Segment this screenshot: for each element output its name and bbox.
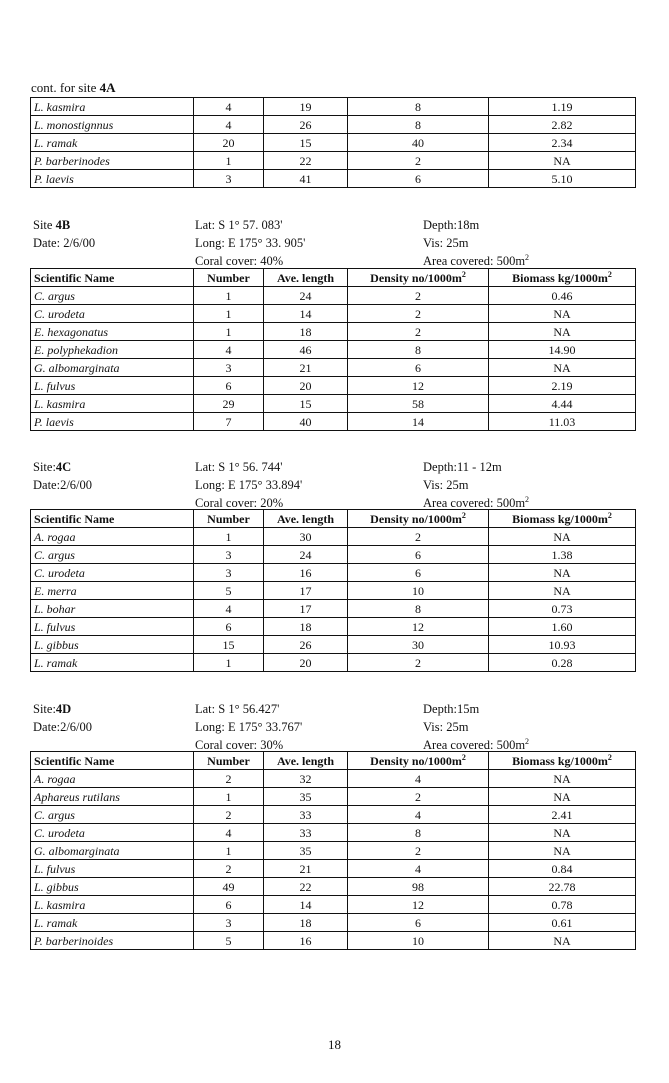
density-cell: 8	[348, 341, 489, 359]
density-cell: 4	[348, 806, 489, 824]
density-cell: 8	[348, 600, 489, 618]
table-row	[31, 546, 636, 564]
table-row	[31, 770, 636, 788]
ave-length-cell: 15	[264, 395, 348, 413]
biomass-cell: 0.73	[489, 600, 636, 618]
site-coral-cover: Coral cover: 30%	[195, 738, 284, 752]
biomass-header-label: Biomass kg/1000m	[512, 270, 608, 285]
ave-length-cell: 18	[264, 914, 348, 932]
biomass-cell: 2.41	[489, 806, 636, 824]
biomass-cell: 0.46	[489, 287, 636, 305]
biomass-header-label: Biomass kg/1000m	[512, 753, 608, 768]
table-row	[31, 170, 636, 188]
density-cell: 6	[348, 546, 489, 564]
superscript: 2	[607, 269, 612, 279]
number-cell: 1	[194, 654, 264, 672]
number-cell: 4	[194, 824, 264, 842]
number-cell: 3	[194, 914, 264, 932]
density-cell: 4	[348, 860, 489, 878]
table-row	[31, 564, 636, 582]
ave-length-cell: 16	[264, 564, 348, 582]
species-name-cell: E. merra	[31, 582, 194, 600]
biomass-cell: NA	[489, 528, 636, 546]
species-table-4b	[30, 268, 636, 431]
ave-length-cell: 18	[264, 618, 348, 636]
table-row	[31, 116, 636, 134]
table-row	[31, 98, 636, 116]
biomass-cell: NA	[489, 359, 636, 377]
number-cell: 1	[194, 323, 264, 341]
number-cell: 4	[194, 98, 264, 116]
species-name-cell: L. bohar	[31, 600, 194, 618]
number-cell: 5	[194, 582, 264, 600]
species-name-cell: G. albomarginata	[31, 842, 194, 860]
ave-length-cell: 17	[264, 582, 348, 600]
density-cell: 4	[348, 770, 489, 788]
species-name-cell: P. laevis	[31, 170, 194, 188]
number-cell: 1	[194, 152, 264, 170]
density-cell: 6	[348, 170, 489, 188]
site-visibility: Vis: 25m	[423, 720, 469, 734]
ave-length-cell: 32	[264, 770, 348, 788]
table-row	[31, 528, 636, 546]
table-row	[31, 824, 636, 842]
ave-length-cell: 16	[264, 932, 348, 950]
density-cell: 6	[348, 564, 489, 582]
density-cell: 98	[348, 878, 489, 896]
biomass-cell: 1.38	[489, 546, 636, 564]
biomass-cell: NA	[489, 305, 636, 323]
page-number: 18	[328, 1037, 341, 1052]
table-row	[31, 932, 636, 950]
ave-length-cell: 22	[264, 152, 348, 170]
number-cell: 15	[194, 636, 264, 654]
density-cell: 6	[348, 359, 489, 377]
table-row	[31, 134, 636, 152]
species-name-cell: L. kasmira	[31, 98, 194, 116]
table-row	[31, 152, 636, 170]
site-longitude: Long: E 175° 33.894'	[195, 478, 303, 492]
number-cell: 1	[194, 528, 264, 546]
site-longitude: Long: E 175° 33. 905'	[195, 236, 306, 250]
continued-site-title: cont. for site 4A	[31, 80, 116, 95]
ave-length-cell: 21	[264, 860, 348, 878]
ave-length-cell: 26	[264, 116, 348, 134]
biomass-cell: NA	[489, 824, 636, 842]
species-table-4d	[30, 751, 636, 950]
ave-length-cell: 15	[264, 134, 348, 152]
density-cell: 40	[348, 134, 489, 152]
biomass-cell: 1.60	[489, 618, 636, 636]
density-header	[348, 510, 489, 528]
density-header	[348, 269, 489, 287]
number-cell: 3	[194, 564, 264, 582]
site-latitude: Lat: S 1° 56.427'	[195, 702, 280, 716]
site-coral-cover: Coral cover: 40%	[195, 254, 284, 268]
density-cell: 2	[348, 152, 489, 170]
number-cell: 1	[194, 788, 264, 806]
species-name-cell: L. fulvus	[31, 618, 194, 636]
density-cell: 10	[348, 582, 489, 600]
table-row	[31, 305, 636, 323]
species-name-cell: A. rogaa	[31, 770, 194, 788]
species-name-cell: L. fulvus	[31, 860, 194, 878]
site-label: Site 4B	[33, 218, 71, 232]
density-cell: 2	[348, 528, 489, 546]
ave-length-cell: 24	[264, 287, 348, 305]
site-depth: Depth:11 - 12m	[423, 460, 502, 474]
density-cell: 2	[348, 654, 489, 672]
site-latitude: Lat: S 1° 57. 083'	[195, 218, 283, 232]
species-name-cell: C. argus	[31, 287, 194, 305]
species-name-cell: L. kasmira	[31, 395, 194, 413]
species-name-cell: C. urodeta	[31, 305, 194, 323]
site-date: Date:2/6/00	[33, 720, 93, 734]
species-name-cell: C. urodeta	[31, 564, 194, 582]
table-row	[31, 860, 636, 878]
ave-length-header: Ave. length	[264, 752, 348, 770]
density-cell: 10	[348, 932, 489, 950]
superscript: 2	[461, 269, 466, 279]
species-table-4c	[30, 509, 636, 672]
species-name-cell: E. hexagonatus	[31, 323, 194, 341]
continued-species-table	[30, 97, 636, 188]
density-cell: 14	[348, 413, 489, 431]
table-row	[31, 788, 636, 806]
site-longitude: Long: E 175° 33.767'	[195, 720, 303, 734]
site-visibility: Vis: 25m	[423, 478, 469, 492]
density-cell: 12	[348, 896, 489, 914]
species-name-cell: A. rogaa	[31, 528, 194, 546]
table-row	[31, 896, 636, 914]
biomass-cell: NA	[489, 152, 636, 170]
number-cell: 6	[194, 896, 264, 914]
species-name-cell: P. laevis	[31, 413, 194, 431]
species-name-cell: L. ramak	[31, 914, 194, 932]
number-cell: 3	[194, 170, 264, 188]
ave-length-cell: 20	[264, 377, 348, 395]
ave-length-cell: 26	[264, 636, 348, 654]
table-row	[31, 413, 636, 431]
biomass-cell: 22.78	[489, 878, 636, 896]
table-row	[31, 582, 636, 600]
table-row	[31, 878, 636, 896]
number-cell: 1	[194, 842, 264, 860]
superscript: 2	[461, 752, 466, 762]
density-cell: 2	[348, 287, 489, 305]
scientific-name-header: Scientific Name	[31, 752, 194, 770]
density-cell: 2	[348, 842, 489, 860]
table-row	[31, 341, 636, 359]
ave-length-cell: 20	[264, 654, 348, 672]
ave-length-cell: 19	[264, 98, 348, 116]
ave-length-cell: 22	[264, 878, 348, 896]
header-row	[31, 510, 636, 528]
density-header-label: Density no/1000m	[370, 270, 462, 285]
species-name-cell: C. urodeta	[31, 824, 194, 842]
number-header: Number	[194, 752, 264, 770]
scientific-name-header: Scientific Name	[31, 510, 194, 528]
number-cell: 29	[194, 395, 264, 413]
number-cell: 4	[194, 600, 264, 618]
site-latitude: Lat: S 1° 56. 744'	[195, 460, 283, 474]
number-cell: 49	[194, 878, 264, 896]
site-area-covered: Area covered: $500m^2$	[423, 252, 530, 268]
biomass-cell: 0.28	[489, 654, 636, 672]
number-cell: 2	[194, 860, 264, 878]
biomass-cell: 10.93	[489, 636, 636, 654]
density-cell: 6	[348, 914, 489, 932]
ave-length-cell: 18	[264, 323, 348, 341]
table-row	[31, 914, 636, 932]
number-cell: 2	[194, 806, 264, 824]
biomass-cell: 2.82	[489, 116, 636, 134]
density-header	[348, 752, 489, 770]
species-name-cell: L. kasmira	[31, 896, 194, 914]
species-name-cell: C. argus	[31, 806, 194, 824]
biomass-cell: 0.61	[489, 914, 636, 932]
scientific-name-header: Scientific Name	[31, 269, 194, 287]
species-name-cell: P. barberinodes	[31, 152, 194, 170]
ave-length-cell: 24	[264, 546, 348, 564]
site-header-4b	[33, 218, 635, 272]
site-date: Date: 2/6/00	[33, 236, 96, 250]
table-row	[31, 636, 636, 654]
ave-length-cell: 46	[264, 341, 348, 359]
table-row	[31, 359, 636, 377]
ave-length-cell: 30	[264, 528, 348, 546]
species-name-cell: L. monostignnus	[31, 116, 194, 134]
biomass-cell: 11.03	[489, 413, 636, 431]
density-cell: 8	[348, 116, 489, 134]
site-coral-cover: Coral cover: 20%	[195, 496, 284, 510]
table-row	[31, 654, 636, 672]
table-row	[31, 600, 636, 618]
biomass-cell: 2.34	[489, 134, 636, 152]
biomass-cell: NA	[489, 842, 636, 860]
biomass-cell: 0.84	[489, 860, 636, 878]
site-header-4c	[33, 460, 635, 514]
number-cell: 5	[194, 932, 264, 950]
density-cell: 30	[348, 636, 489, 654]
species-name-cell: G. albomarginata	[31, 359, 194, 377]
biomass-cell: NA	[489, 932, 636, 950]
ave-length-cell: 17	[264, 600, 348, 618]
biomass-header-label: Biomass kg/1000m	[512, 511, 608, 526]
biomass-cell: 0.78	[489, 896, 636, 914]
density-cell: 12	[348, 618, 489, 636]
header-row	[31, 269, 636, 287]
biomass-header	[489, 510, 636, 528]
site-area-covered: Area covered: $500m^2$	[423, 736, 530, 752]
number-cell: 7	[194, 413, 264, 431]
density-cell: 2	[348, 788, 489, 806]
ave-length-cell: 40	[264, 413, 348, 431]
table-row	[31, 377, 636, 395]
density-cell: 8	[348, 98, 489, 116]
density-cell: 58	[348, 395, 489, 413]
ave-length-cell: 14	[264, 896, 348, 914]
density-cell: 12	[348, 377, 489, 395]
density-cell: 8	[348, 824, 489, 842]
ave-length-header: Ave. length	[264, 510, 348, 528]
biomass-cell: NA	[489, 582, 636, 600]
number-cell: 4	[194, 341, 264, 359]
table-row	[31, 842, 636, 860]
table-row	[31, 287, 636, 305]
number-cell: 6	[194, 377, 264, 395]
biomass-cell: 5.10	[489, 170, 636, 188]
site-area-covered: Area covered: $500m^2$	[423, 494, 530, 510]
ave-length-cell: 21	[264, 359, 348, 377]
species-name-cell: P. barberinoides	[31, 932, 194, 950]
species-name-cell: C. argus	[31, 546, 194, 564]
number-cell: 3	[194, 546, 264, 564]
header-row	[31, 752, 636, 770]
ave-length-cell: 41	[264, 170, 348, 188]
site-header-4d	[33, 702, 635, 756]
density-cell: 2	[348, 305, 489, 323]
site-depth: Depth:18m	[423, 218, 480, 232]
site-depth: Depth:15m	[423, 702, 480, 716]
table-row	[31, 806, 636, 824]
superscript: 2	[461, 510, 466, 520]
ave-length-cell: 35	[264, 788, 348, 806]
ave-length-cell: 33	[264, 824, 348, 842]
biomass-header	[489, 752, 636, 770]
table-row	[31, 323, 636, 341]
species-name-cell: L. gibbus	[31, 636, 194, 654]
species-name-cell: L. fulvus	[31, 377, 194, 395]
biomass-cell: 2.19	[489, 377, 636, 395]
ave-length-cell: 14	[264, 305, 348, 323]
biomass-header	[489, 269, 636, 287]
number-cell: 4	[194, 116, 264, 134]
superscript: 2	[607, 510, 612, 520]
number-header: Number	[194, 510, 264, 528]
biomass-cell: NA	[489, 788, 636, 806]
number-cell: 3	[194, 359, 264, 377]
density-cell: 2	[348, 323, 489, 341]
number-cell: 1	[194, 287, 264, 305]
number-cell: 2	[194, 770, 264, 788]
species-name-cell: L. ramak	[31, 654, 194, 672]
number-cell: 1	[194, 305, 264, 323]
density-header-label: Density no/1000m	[370, 511, 462, 526]
species-name-cell: E. polyphekadion	[31, 341, 194, 359]
biomass-cell: NA	[489, 770, 636, 788]
biomass-cell: 4.44	[489, 395, 636, 413]
site-date: Date:2/6/00	[33, 478, 93, 492]
biomass-cell: NA	[489, 323, 636, 341]
biomass-cell: NA	[489, 564, 636, 582]
site-label: Site:4C	[33, 460, 72, 474]
ave-length-cell: 33	[264, 806, 348, 824]
biomass-cell: 14.90	[489, 341, 636, 359]
number-header: Number	[194, 269, 264, 287]
ave-length-cell: 35	[264, 842, 348, 860]
species-name-cell: L. ramak	[31, 134, 194, 152]
biomass-cell: 1.19	[489, 98, 636, 116]
site-visibility: Vis: 25m	[423, 236, 469, 250]
superscript: 2	[607, 752, 612, 762]
number-cell: 20	[194, 134, 264, 152]
site-label: Site:4D	[33, 702, 72, 716]
table-row	[31, 618, 636, 636]
table-row	[31, 395, 636, 413]
species-name-cell: Aphareus rutilans	[31, 788, 194, 806]
ave-length-header: Ave. length	[264, 269, 348, 287]
density-header-label: Density no/1000m	[370, 753, 462, 768]
species-name-cell: L. gibbus	[31, 878, 194, 896]
number-cell: 6	[194, 618, 264, 636]
